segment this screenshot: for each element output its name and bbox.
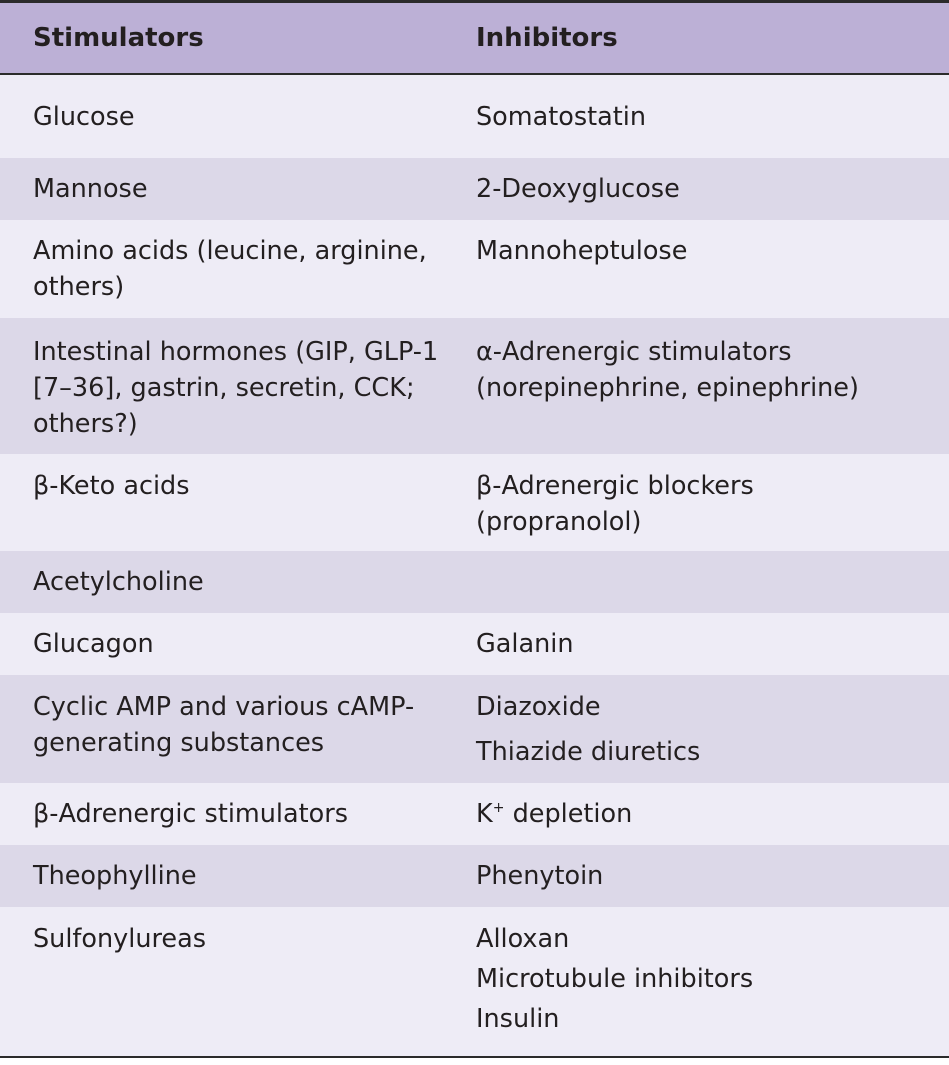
cell-text: generating substances — [33, 728, 325, 758]
cell-text: Glucagon — [33, 629, 154, 659]
cell-text: Insulin — [476, 1004, 560, 1034]
cell-text: others) — [33, 272, 125, 302]
cell-text: Galanin — [476, 629, 574, 659]
stimulator-cell — [0, 626, 476, 675]
inhibitor-cell — [476, 796, 949, 845]
cell-text: Acetylcholine — [33, 567, 204, 597]
stimulator-cell — [0, 468, 476, 551]
table-body — [0, 75, 949, 1056]
inhibitor-cell — [476, 99, 949, 158]
cell-text: 2-Deoxyglucose — [476, 174, 680, 204]
inhibitor-cell — [476, 564, 949, 613]
cell-text: Phenytoin — [476, 861, 604, 891]
stimulator-cell — [0, 171, 476, 220]
table-row — [0, 75, 949, 158]
table-row — [0, 907, 949, 1056]
table-row — [0, 158, 949, 220]
cell-text: (propranolol) — [476, 507, 642, 537]
superscript-plus: + — [492, 800, 505, 816]
table-row — [0, 783, 949, 845]
cell-text: Intestinal hormones (GIP, GLP-1 — [33, 337, 439, 367]
cell-text: Thiazide diuretics — [476, 737, 701, 767]
cell-text: Sulfonylureas — [33, 924, 207, 954]
stimulator-cell — [0, 564, 476, 613]
cell-text: β-Adrenergic blockers — [476, 471, 754, 501]
cell-text: β-Adrenergic stimulators — [33, 799, 349, 829]
cell-text: (norepinephrine, epinephrine) — [476, 373, 859, 403]
stimulator-cell — [0, 796, 476, 845]
inhibitor-cell — [476, 171, 949, 220]
inhibitor-cell — [476, 858, 949, 907]
stimulator-cell — [0, 233, 476, 318]
cell-text: α-Adrenergic stimulators — [476, 337, 792, 367]
stimulator-cell — [0, 921, 476, 1056]
stimulator-cell — [0, 99, 476, 158]
table-row — [0, 318, 949, 454]
inhibitor-cell — [476, 689, 949, 783]
cell-text: Diazoxide — [476, 692, 601, 722]
table-row — [0, 675, 949, 783]
table-row — [0, 613, 949, 675]
stimulator-cell — [0, 334, 476, 454]
inhibitor-cell — [476, 233, 949, 318]
cell-text: others?) — [33, 409, 138, 439]
cell-text: Microtubule inhibitors — [476, 964, 754, 994]
inhibitor-cell — [476, 334, 949, 454]
table-row — [0, 551, 949, 613]
cell-text: Theophylline — [33, 861, 197, 891]
table-header — [0, 3, 949, 75]
inhibitor-cell — [476, 921, 949, 1056]
header-inhibitors: Inhibitors — [476, 23, 618, 53]
cell-text: Cyclic AMP and various cAMP- — [33, 692, 415, 722]
cell-text: Amino acids (leucine, arginine, — [33, 236, 427, 266]
stimulator-cell — [0, 858, 476, 907]
header-stimulators: Stimulators — [33, 23, 204, 53]
table-row — [0, 845, 949, 907]
cell-text: [7–36], gastrin, secretin, CCK; — [33, 373, 415, 403]
cell-text: Alloxan — [476, 924, 570, 954]
inhibitor-cell — [476, 626, 949, 675]
table-row — [0, 220, 949, 318]
potassium-symbol: K — [476, 799, 493, 829]
inhibitor-cell — [476, 468, 949, 551]
table-bottom-rule — [0, 1056, 949, 1058]
cell-text: Somatostatin — [476, 102, 647, 132]
table-row — [0, 454, 949, 551]
depletion-text: depletion — [504, 799, 633, 829]
cell-text: β-Keto acids — [33, 471, 190, 501]
cell-text: Mannose — [33, 174, 148, 204]
cell-text — [476, 796, 945, 832]
cell-text: Glucose — [33, 102, 135, 132]
stimulator-cell — [0, 689, 476, 783]
cell-text: Mannoheptulose — [476, 236, 688, 266]
